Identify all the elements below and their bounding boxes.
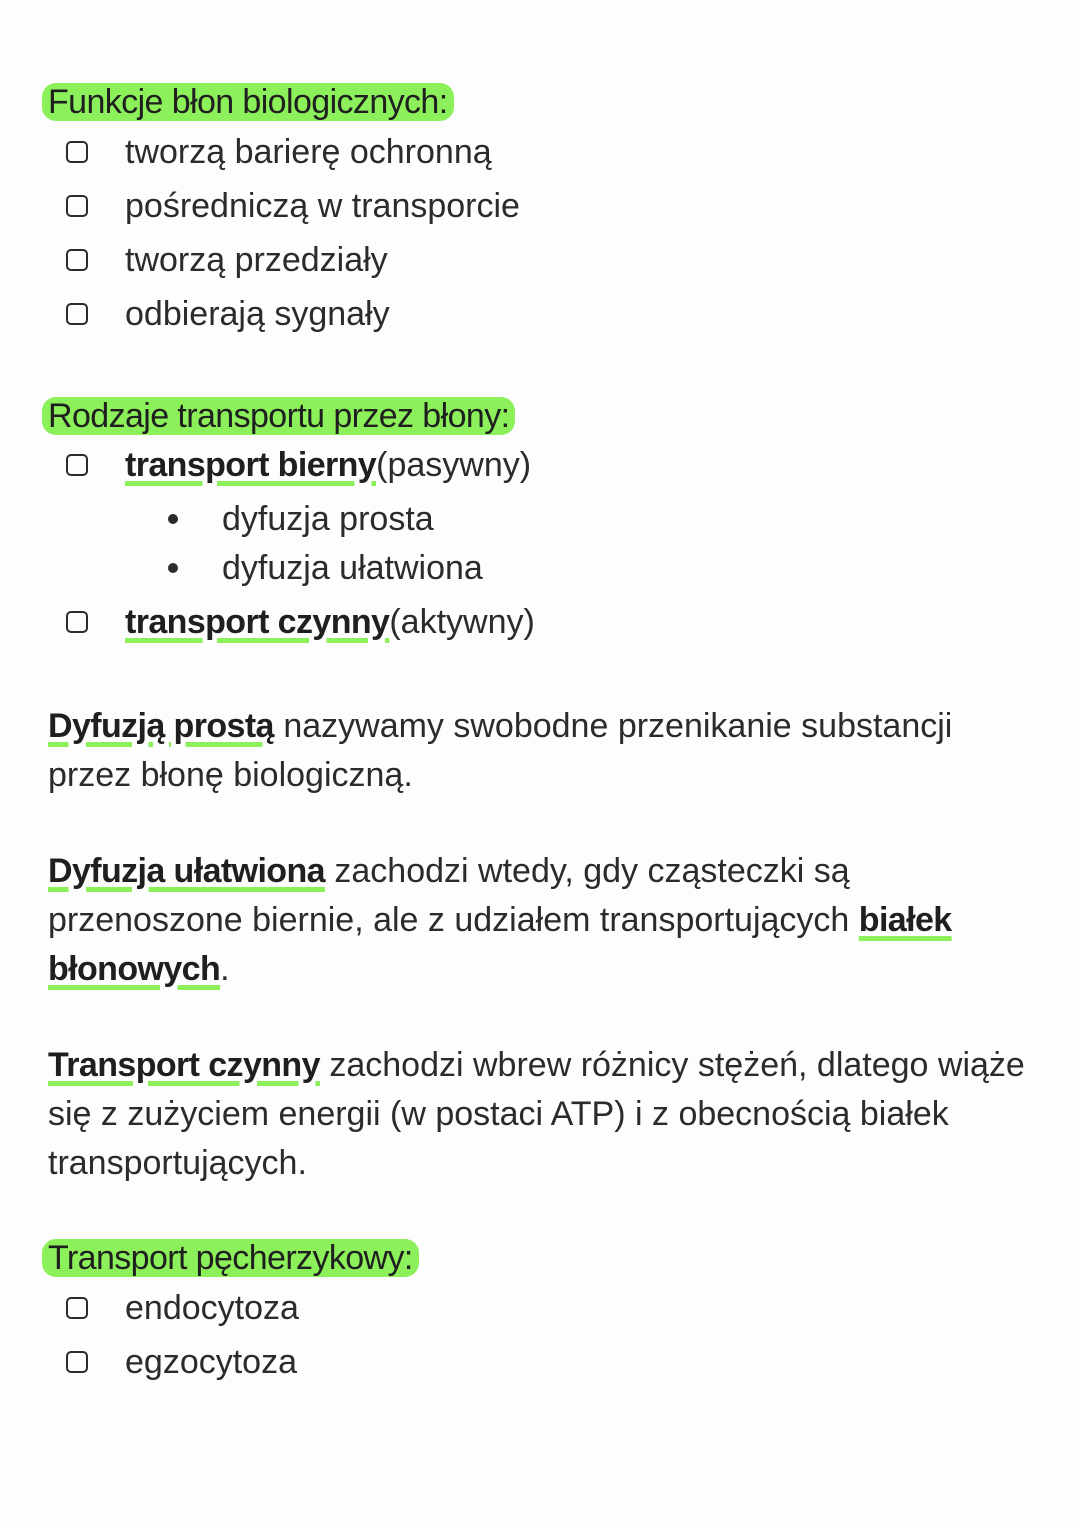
checkbox-icon [66, 454, 88, 476]
checkbox-icon [66, 1297, 88, 1319]
list-item: odbierają sygnały [66, 292, 390, 336]
checkbox-icon [66, 249, 88, 271]
list-item: pośredniczą w transporcie [66, 184, 520, 228]
heading-membrane-functions: Funkcje błon biologicznych: [48, 82, 454, 122]
list-item: tworzą barierę ochronną [66, 130, 492, 174]
list-item-active-transport: transport czynny (aktywny) [66, 600, 535, 644]
sub-list-item: dyfuzja prosta [168, 497, 434, 541]
sub-list-item: dyfuzja ułatwiona [168, 546, 483, 590]
heading-vesicular-transport: Transport pęcherzykowy: [48, 1238, 419, 1278]
checkbox-icon [66, 141, 88, 163]
bullet-icon [168, 563, 178, 573]
list-item: tworzą przedziały [66, 238, 388, 282]
list-item-passive-transport: transport bierny (pasywny) [66, 443, 531, 487]
checkbox-icon [66, 611, 88, 633]
checkbox-icon [66, 195, 88, 217]
checkbox-icon [66, 303, 88, 325]
bullet-icon [168, 514, 178, 524]
list-item: egzocytoza [66, 1340, 297, 1384]
paragraph-facilitated-diffusion: Dyfuzja ułatwiona zachodzi wtedy, gdy cząsteczki są przenoszone biernie, ale z udziałem transportujących białek błonowych. [48, 852, 952, 988]
list-item: endocytoza [66, 1286, 299, 1330]
heading-transport-types: Rodzaje transportu przez błony: [48, 396, 515, 436]
paragraph-active-transport: Transport czynny zachodzi wbrew różnicy stężeń, dlatego wiąże się z zużyciem energii (w postaci ATP) i z obecnością białek transportujących. [48, 1046, 1025, 1182]
paragraph-simple-diffusion: Dyfuzją prostą nazywamy swobodne przenikanie substancji przez błonę biologiczną. [48, 707, 953, 794]
checkbox-icon [66, 1351, 88, 1373]
